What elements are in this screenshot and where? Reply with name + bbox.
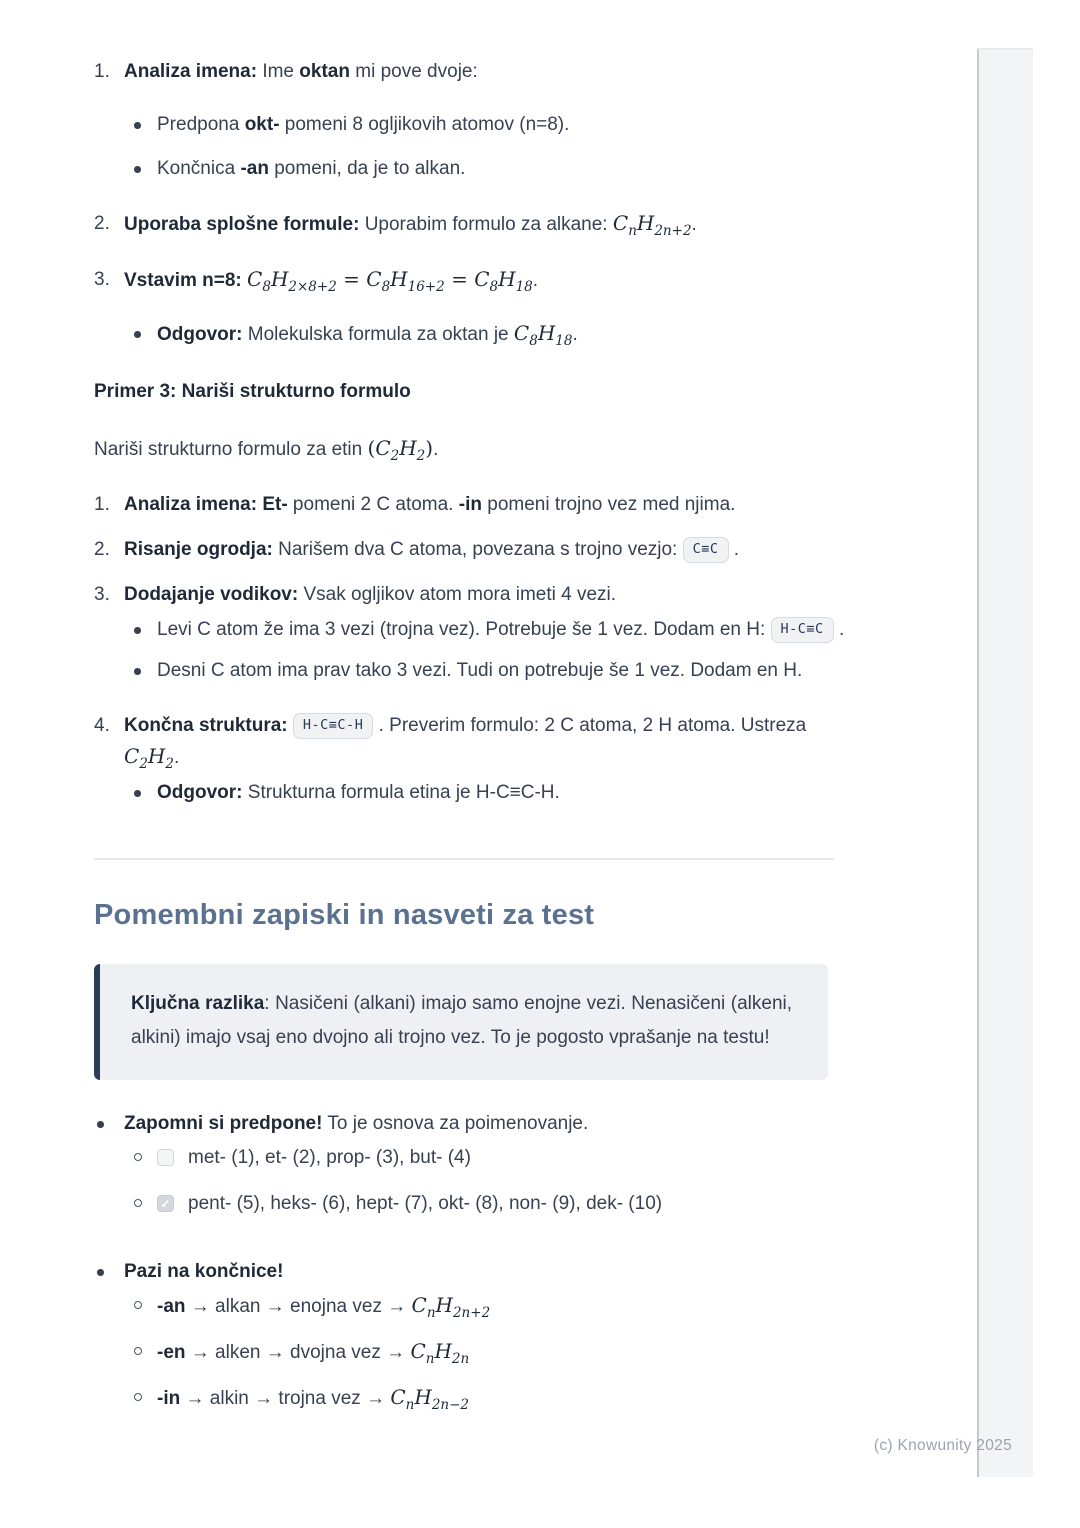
oktan-example-steps [94, 56, 846, 350]
suffix-rule-text: -en → alken → dvojna vez → $C_nH_{2n}$ [157, 1339, 470, 1367]
checklist-item [134, 1188, 846, 1219]
bullet-dot-icon [134, 668, 141, 675]
example-3-title: Primer 3: Nariši strukturno formulo [94, 381, 411, 402]
circle-bullet-icon [134, 1393, 142, 1401]
step-item [94, 534, 846, 565]
document-page [94, 56, 846, 1428]
suffix-rule-item [134, 1382, 846, 1414]
suffix-rule-item [134, 1336, 846, 1368]
step-text: Analiza imena: Et- pomeni 2 C atoma. -in pomeni trojno vez med njima. [124, 494, 736, 515]
suffix-rule-item [134, 1290, 846, 1322]
note-text: Zapomni si predpone! To je osnova za poimenovanje. [124, 1113, 589, 1134]
step-text: Dodajanje vodikov: Vsak ogljikov atom mora imeti 4 vezi. [124, 584, 617, 605]
step-item [94, 710, 846, 818]
step-text: Vstavim n=8: $C_8H_{2\times 8+2} = C_8H_{16+2} = C_8H_{18}$. [124, 267, 539, 295]
bullet-item [134, 153, 846, 184]
step-number: 3. [94, 584, 110, 605]
page-edge-gutter [977, 48, 1033, 1477]
step-item [94, 208, 846, 240]
bullet-text: Levi C atom že ima 3 vezi (trojna vez). Potrebuje še 1 vez. Dodam en H: H-C≡C . [157, 614, 844, 645]
bullet-item [134, 318, 846, 350]
suffix-rule-text: -an → alkan → enojna vez → $C_nH_{2n+2}$ [157, 1293, 491, 1321]
bullet-dot-icon [134, 627, 141, 634]
bullet-dot-icon [134, 331, 141, 338]
step-item [94, 489, 846, 520]
key-difference-callout [94, 964, 828, 1080]
circle-bullet-icon [134, 1199, 142, 1207]
note-item [94, 1256, 846, 1428]
checklist-text: met- (1), et- (2), prop- (3), but- (4) [188, 1147, 471, 1168]
bullet-dot-icon [134, 166, 141, 173]
bullet-dot-icon [97, 1121, 104, 1128]
note-item [94, 1108, 846, 1234]
section-divider [94, 858, 834, 860]
note-text: Pazi na končnice! [124, 1261, 284, 1282]
step-text: Risanje ogrodja: Narišem dva C atoma, povezana s trojno vezjo: C≡C . [124, 534, 846, 565]
step-number: 1. [94, 494, 110, 515]
step-text: Analiza imena: Ime oktan mi pove dvoje: [124, 61, 478, 82]
step-text: Končna struktura: H-C≡C-H . Preverim formulo: 2 C atoma, 2 H atoma. Ustreza $C_2H_2$. [124, 715, 807, 772]
circle-bullet-icon [134, 1347, 142, 1355]
circle-bullet-icon [134, 1153, 142, 1161]
checklist-item [134, 1142, 846, 1173]
copyright-watermark: (c) Knowunity 2025 [873, 1437, 1012, 1454]
bullet-dot-icon [134, 122, 141, 129]
example-3-intro: Nariši strukturno formulo za etin $(C_2H_2)$. [94, 436, 439, 464]
bullet-text: Desni C atom ima prav tako 3 vezi. Tudi on potrebuje še 1 vez. Dodam en H. [157, 660, 803, 681]
bullet-item [134, 109, 846, 140]
checklist-text: pent- (5), heks- (6), hept- (7), okt- (8), non- (9), dek- (10) [188, 1193, 663, 1214]
step-item [94, 579, 846, 696]
checkbox[interactable] [157, 1149, 174, 1166]
example-3-steps [94, 489, 846, 818]
checkbox[interactable] [157, 1195, 174, 1212]
step-number: 4. [94, 715, 110, 736]
notes-section-title: Pomembni zapiski in nasveti za test [94, 899, 595, 931]
step-number: 2. [94, 539, 110, 560]
bullet-text: Odgovor: Strukturna formula etina je H-C≡C-H. [157, 782, 560, 803]
bullet-item [134, 655, 846, 686]
step-text: Uporaba splošne formule: Uporabim formulo za alkane: $C_nH_{2n+2}$. [124, 211, 697, 239]
bullet-text: Odgovor: Molekulska formula za oktan je $C_8H_{18}$. [157, 321, 578, 349]
bullet-dot-icon [134, 790, 141, 797]
step-number: 1. [94, 61, 110, 82]
callout-text: Ključna razlika: Nasičeni (alkani) imajo samo enojne vezi. Nenasičeni (alkeni, alkini) imajo vsaj eno dvojno ali trojno vez. To je pogosto vprašanje na testu! [131, 993, 793, 1048]
step-number: 3. [94, 269, 110, 290]
bullet-item [134, 777, 846, 808]
circle-bullet-icon [134, 1301, 142, 1309]
step-item [94, 56, 846, 184]
bullet-item [134, 614, 846, 645]
notes-bullet-list [94, 1108, 846, 1428]
bullet-text: Predpona okt- pomeni 8 ogljikovih atomov (n=8). [157, 114, 570, 135]
suffix-rule-text: -in → alkin → trojna vez → $C_nH_{2n-2}$ [157, 1385, 469, 1413]
bullet-text: Končnica -an pomeni, da je to alkan. [157, 158, 466, 179]
step-number: 2. [94, 213, 110, 234]
step-item [94, 264, 846, 350]
bullet-dot-icon [97, 1269, 104, 1276]
